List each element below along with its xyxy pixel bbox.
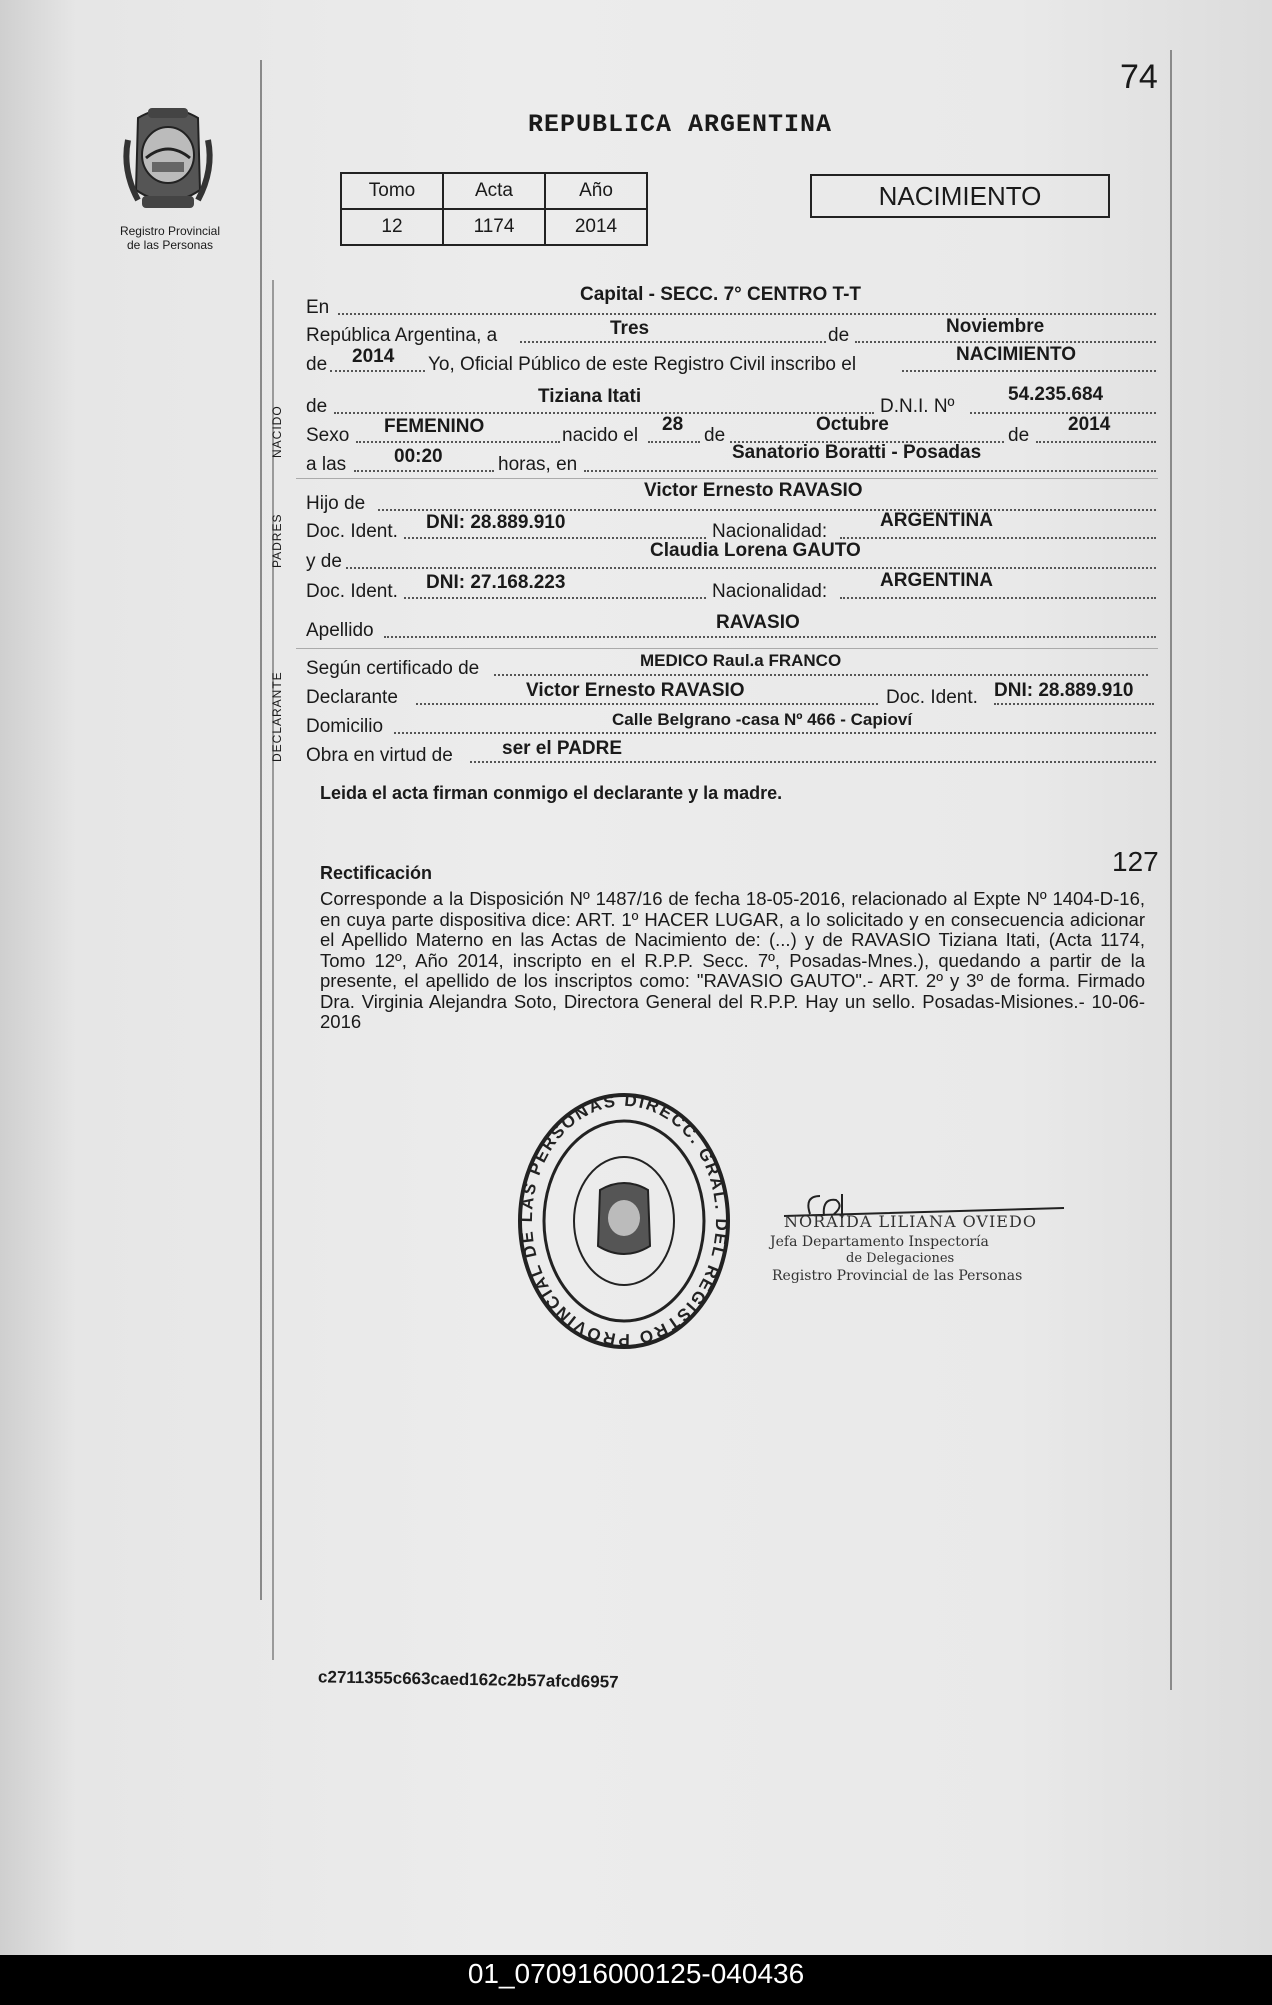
dotted-line <box>394 732 1156 734</box>
obra-value: ser el PADRE <box>502 738 623 759</box>
father-name-value: Victor Ernesto RAVASIO <box>644 480 863 501</box>
table-value-tomo: 12 <box>341 209 443 245</box>
inscribo-value: NACIMIENTO <box>956 344 1076 365</box>
year-prefix: de <box>306 354 328 375</box>
dotted-line <box>520 341 826 343</box>
dotted-line <box>840 537 1156 539</box>
signer-role-1: Jefa Departamento Inspectoría <box>770 1234 989 1250</box>
nacido-de-label: de <box>306 396 328 417</box>
dotted-line <box>902 370 1156 372</box>
dotted-line <box>346 567 1156 569</box>
horas-label: horas, en <box>498 454 578 475</box>
time-value: 00:20 <box>394 446 443 467</box>
stamp-ring-text: DIRECC. GRAL. DEL REGISTRO PROVINCIAL DE LAS PERSONAS <box>516 1090 732 1350</box>
declarante-doc-label: Doc. Ident. <box>886 687 978 708</box>
year-value: 2014 <box>352 346 395 367</box>
signer-role-2: de Delegaciones <box>846 1251 955 1266</box>
birth-day-value: 28 <box>662 414 684 435</box>
rectification-title: Rectificación <box>320 863 433 883</box>
dotted-line <box>356 441 560 443</box>
dotted-line <box>378 509 1156 511</box>
leida-text: Leida el acta firman conmigo el declarante y la madre. <box>320 783 783 803</box>
dotted-line <box>970 412 1156 414</box>
obra-row <box>306 744 1156 768</box>
mother-nat-value: ARGENTINA <box>880 570 993 591</box>
segun-value: MEDICO Raul.a FRANCO <box>640 651 842 670</box>
dotted-line <box>584 470 1156 472</box>
declarante-label: Declarante <box>306 687 398 708</box>
form-left-line <box>272 280 274 1660</box>
father-nat-value: ARGENTINA <box>880 510 993 531</box>
mother-name-value: Claudia Lorena GAUTO <box>650 540 861 561</box>
child-name-value: Tiziana Itati <box>538 386 642 407</box>
obra-label: Obra en virtud de <box>306 745 453 766</box>
birth-month-value: Octubre <box>816 414 889 435</box>
birth-place-value: Sanatorio Boratti - Posadas <box>732 442 982 463</box>
registry-caption <box>100 224 240 252</box>
birth-year-value: 2014 <box>1068 414 1111 435</box>
record-table <box>340 172 648 246</box>
a-las-label: a las <box>306 454 347 475</box>
oficial-text: Yo, Oficial Público de este Registro Civil inscribo el <box>428 354 857 375</box>
dotted-line <box>416 703 878 705</box>
dotted-line <box>494 674 1148 676</box>
y-de-label: y de <box>306 551 342 572</box>
apellido-value: RAVASIO <box>716 612 800 633</box>
domicilio-value: Calle Belgrano -casa Nº 466 - Capioví <box>612 710 913 729</box>
registry-caption-line-2: de las Personas <box>126 238 214 252</box>
official-stamp <box>514 1090 734 1352</box>
dotted-line <box>404 597 706 599</box>
en-value: Capital - SECC. 7° CENTRO T-T <box>580 284 862 305</box>
registry-caption-line-1: Registro Provincial <box>119 224 221 238</box>
table-header-ano: Año <box>545 173 647 209</box>
father-doc-value: DNI: 28.889.910 <box>426 512 566 533</box>
document-hash: c2711355c663caed162c2b57afcd6957 <box>317 1667 619 1692</box>
nacido-el-label: nacido el <box>562 425 639 446</box>
dotted-line <box>470 761 1156 763</box>
dotted-line <box>994 703 1154 705</box>
stamp-emblem-icon <box>598 1183 650 1254</box>
province-emblem-icon <box>118 100 218 220</box>
side-label-nacido: NACIDO <box>270 405 284 458</box>
father-doc-label: Doc. Ident. <box>306 521 398 542</box>
right-margin-line <box>1170 50 1172 1690</box>
dotted-line <box>384 636 1156 638</box>
dotted-line <box>1036 441 1156 443</box>
dotted-line <box>404 537 706 539</box>
de-label-3: de <box>1008 425 1030 446</box>
section-divider <box>296 478 1158 479</box>
document-title: REPUBLICA ARGENTINA <box>528 110 833 139</box>
dni-value: 54.235.684 <box>1008 384 1104 405</box>
page-number: 74 <box>1120 58 1158 96</box>
day-value: Tres <box>610 318 650 339</box>
dotted-line <box>354 470 494 472</box>
table-value-ano: 2014 <box>545 209 647 245</box>
signature-block <box>764 1186 1084 1296</box>
mother-doc-label: Doc. Ident. <box>306 581 398 602</box>
dotted-line <box>840 597 1156 599</box>
segun-label: Según certificado de <box>306 658 480 679</box>
dotted-line <box>648 441 700 443</box>
month-value: Noviembre <box>946 316 1045 337</box>
side-label-padres: PADRES <box>270 513 284 568</box>
dotted-line <box>330 370 425 372</box>
rectification-number: 127 <box>1112 846 1159 877</box>
left-margin-line <box>260 60 262 1600</box>
hijo-de-label: Hijo de <box>306 493 366 514</box>
table-header-tomo: Tomo <box>341 173 443 209</box>
de-label: de <box>828 325 850 346</box>
footer-id: 01_070916000125-040436 <box>467 1958 805 1989</box>
apellido-label: Apellido <box>306 620 374 641</box>
dotted-line <box>338 313 1156 315</box>
father-nat-label: Nacionalidad: <box>712 521 828 542</box>
sexo-value: FEMENINO <box>384 416 485 437</box>
signer-name: NORAIDA LILIANA OVIEDO <box>784 1212 1037 1231</box>
en-label: En <box>306 297 330 318</box>
mother-doc-value: DNI: 27.168.223 <box>426 572 566 593</box>
dni-label: D.N.I. Nº <box>880 396 955 417</box>
signer-role-3: Registro Provincial de las Personas <box>772 1268 1023 1284</box>
declarante-value: Victor Ernesto RAVASIO <box>526 680 745 701</box>
republica-label: República Argentina, a <box>306 325 498 346</box>
mother-nat-label: Nacionalidad: <box>712 581 828 602</box>
section-divider <box>296 648 1158 649</box>
dotted-line <box>334 412 874 414</box>
table-value-acta: 1174 <box>443 209 545 245</box>
domicilio-label: Domicilio <box>306 716 384 737</box>
declarante-doc-value: DNI: 28.889.910 <box>994 680 1134 701</box>
record-type-box: NACIMIENTO <box>810 174 1110 218</box>
table-header-acta: Acta <box>443 173 545 209</box>
rectification-body: Corresponde a la Disposición Nº 1487/16 de fecha 18-05-2016, relacionado al Expte Nº 1404-D-16, en cuya parte dispositiva dice: ART. 1º HACER LUGAR, a lo solicitado y en consecuencia adicionar el Apellido Materno en las Actas de Nacimiento de: (...) y de RAVASIO Tiziana Itati, (Acta 1174, Tomo 12º, Año 2014, inscripto en el R.P.P. Secc. 7º, Posadas-Mnes.), quedando a partir de la presente, el apellido de los inscriptos como: "RAVASIO GAUTO".- ART. 2º y 3º de forma. Firmado Dra. Virginia Alejandra Soto, Directora General del R.P.P. Hay un sello. Posadas-Misiones.- 10-06-2016 <box>320 888 1145 1032</box>
side-label-declarante: DECLARANTE <box>270 671 284 762</box>
sexo-label: Sexo <box>306 425 350 446</box>
de-label-2: de <box>704 425 726 446</box>
dotted-line <box>855 341 1156 343</box>
